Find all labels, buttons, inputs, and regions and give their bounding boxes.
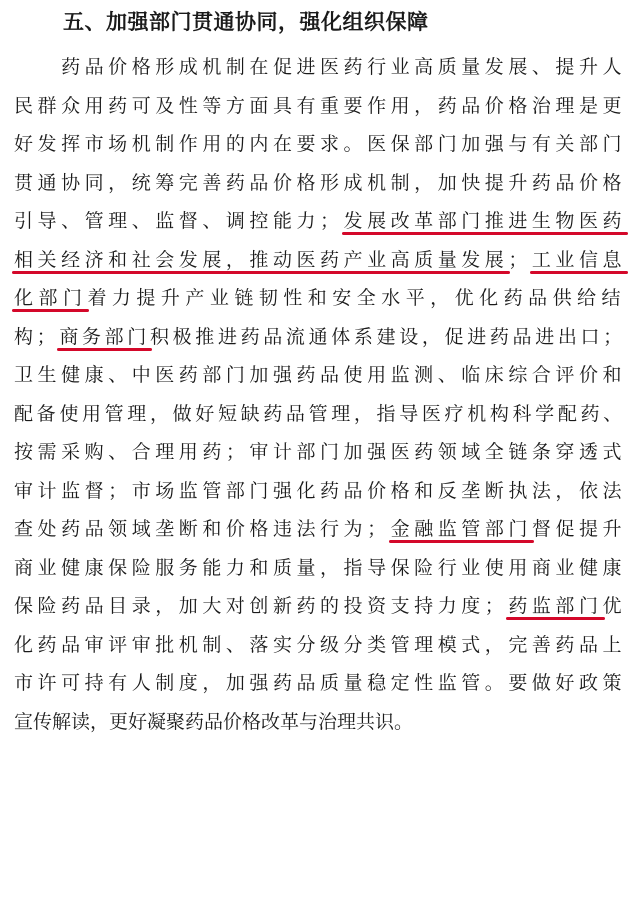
text-line — [14, 243, 626, 277]
underlined-phrase: 化部门 — [14, 281, 87, 315]
text-segment: 配备使用管理，做好短缺药品管理，指导医疗机构科学配药、 — [14, 402, 626, 425]
text-segment: 商业健康保险服务能力和质量，指导保险行业使用商业健康 — [14, 556, 627, 579]
text-line — [14, 512, 626, 546]
text-segment: 优 — [602, 595, 627, 617]
underlined-phrase: 药监部门 — [508, 589, 602, 623]
text-segment: 审计监督；市场监管部门强化药品价格和反垄断执法，依法 — [14, 479, 627, 502]
underlined-phrase: 金融监管部门 — [391, 512, 532, 546]
text-line — [14, 50, 626, 84]
text-line — [14, 589, 626, 623]
text-line — [14, 166, 626, 200]
underlined-phrase: 发展改革部门推进生物医药 — [344, 204, 626, 238]
text-line — [14, 435, 626, 469]
text-line — [14, 474, 626, 508]
section-heading: 五、加强部门贯通协同，强化组织保障 — [63, 10, 429, 34]
text-segment: ； — [508, 248, 532, 271]
text-segment: 着力提升产业链韧性和安全水平，优化药品供给结 — [87, 287, 627, 309]
text-segment: 按需采购、合理用药；审计部门加强医药领域全链条穿透式 — [14, 441, 627, 463]
text-segment: 民群众用药可及性等方面具有重要作用，药品价格治理是更 — [14, 94, 627, 117]
text-line — [14, 320, 626, 354]
text-segment: 化药品审评审批机制、落实分级分类管理模式，完善药品上 — [14, 633, 627, 656]
text-segment: 药品价格形成机制在促进医药行业高质量发展、提升人 — [14, 56, 627, 78]
text-segment: 好发挥市场机制作用的内在要求。医保部门加强与有关部门 — [14, 133, 627, 155]
text-segment: 宣传解读，更好凝聚药品价格改革与治理共识。 — [14, 710, 414, 733]
text-line — [14, 89, 626, 123]
text-line — [14, 127, 626, 161]
text-segment: 引导、管理、监督、调控能力； — [14, 210, 344, 232]
text-segment: 贯通协同，统筹完善药品价格形成机制，加快提升药品价格 — [14, 171, 627, 194]
underlined-phrase: 商务部门 — [59, 320, 150, 354]
underlined-phrase: 相关经济和社会发展，推动医药产业高质量发展 — [14, 243, 508, 277]
text-segment: 卫生健康、中医药部门加强药品使用监测、临床综合评价和 — [14, 364, 627, 386]
text-segment: 保险药品目录，加大对创新药的投资支持力度； — [14, 595, 509, 617]
text-segment: 督促提升 — [531, 518, 627, 540]
text-line — [14, 281, 626, 315]
underlined-phrase: 工业信息 — [532, 243, 626, 277]
text-line — [14, 358, 626, 392]
text-segment: 积极推进药品流通体系建设，促进药品进出口； — [149, 325, 626, 348]
text-segment: 市许可持有人制度，加强药品质量稳定性监管。要做好政策 — [14, 672, 627, 694]
text-segment: 构； — [14, 325, 60, 348]
text-segment: 查处药品领域垄断和价格违法行为； — [14, 518, 391, 540]
text-line — [14, 628, 626, 662]
text-line — [14, 397, 626, 431]
text-line — [14, 666, 626, 700]
text-line — [14, 204, 626, 238]
text-line — [14, 705, 413, 739]
text-line — [14, 551, 626, 585]
